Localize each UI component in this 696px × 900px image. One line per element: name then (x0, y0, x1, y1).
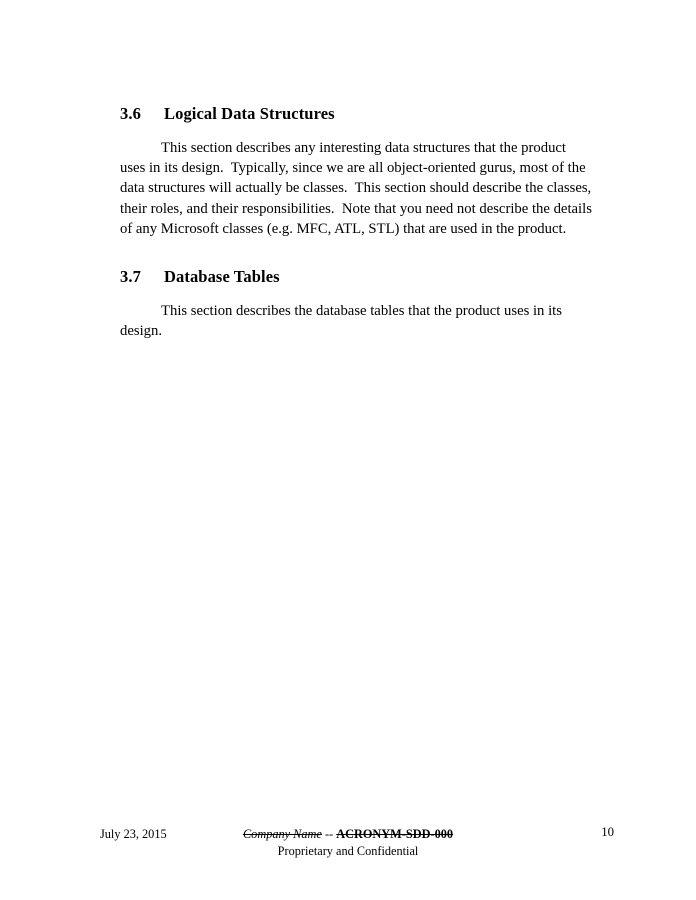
page-footer (0, 826, 696, 870)
section-heading-3-6 (120, 104, 592, 125)
footer-company-name: Company Name (242, 827, 322, 841)
section-title: Database Tables (164, 267, 280, 287)
spacer (120, 239, 592, 267)
spacer (120, 288, 592, 301)
page-content (120, 104, 596, 341)
section-body-3-6: This section describes any interesting data structures that the product uses in its design. Typically, since we are all object-oriented gurus, most of the data structures will actually be classes. This section should describe the classes, their roles, and their responsibilities. Note that you need not describe the details of any Microsoft classes (e.g. MFC, ATL, STL) that are used in the product. (120, 139, 596, 237)
spacer (120, 125, 592, 138)
footer-acronym: ACRONYM-SDD-000 (336, 827, 454, 841)
footer-page-number: 10 (601, 825, 614, 839)
footer-top-row (0, 826, 696, 843)
section-number: 3.7 (120, 267, 141, 287)
footer-company-acronym (0, 826, 696, 843)
footer-confidentiality-notice: Proprietary and Confidential (277, 844, 419, 858)
section-body-3-7: This section describes the database tables that the product uses in its design. (120, 302, 566, 340)
section-number: 3.6 (120, 104, 141, 123)
footer-date: July 23, 2015 (100, 827, 167, 841)
footer-separator: -- (321, 827, 337, 841)
section-heading-3-7 (120, 267, 592, 288)
section-title: Logical Data Structures (164, 104, 335, 123)
